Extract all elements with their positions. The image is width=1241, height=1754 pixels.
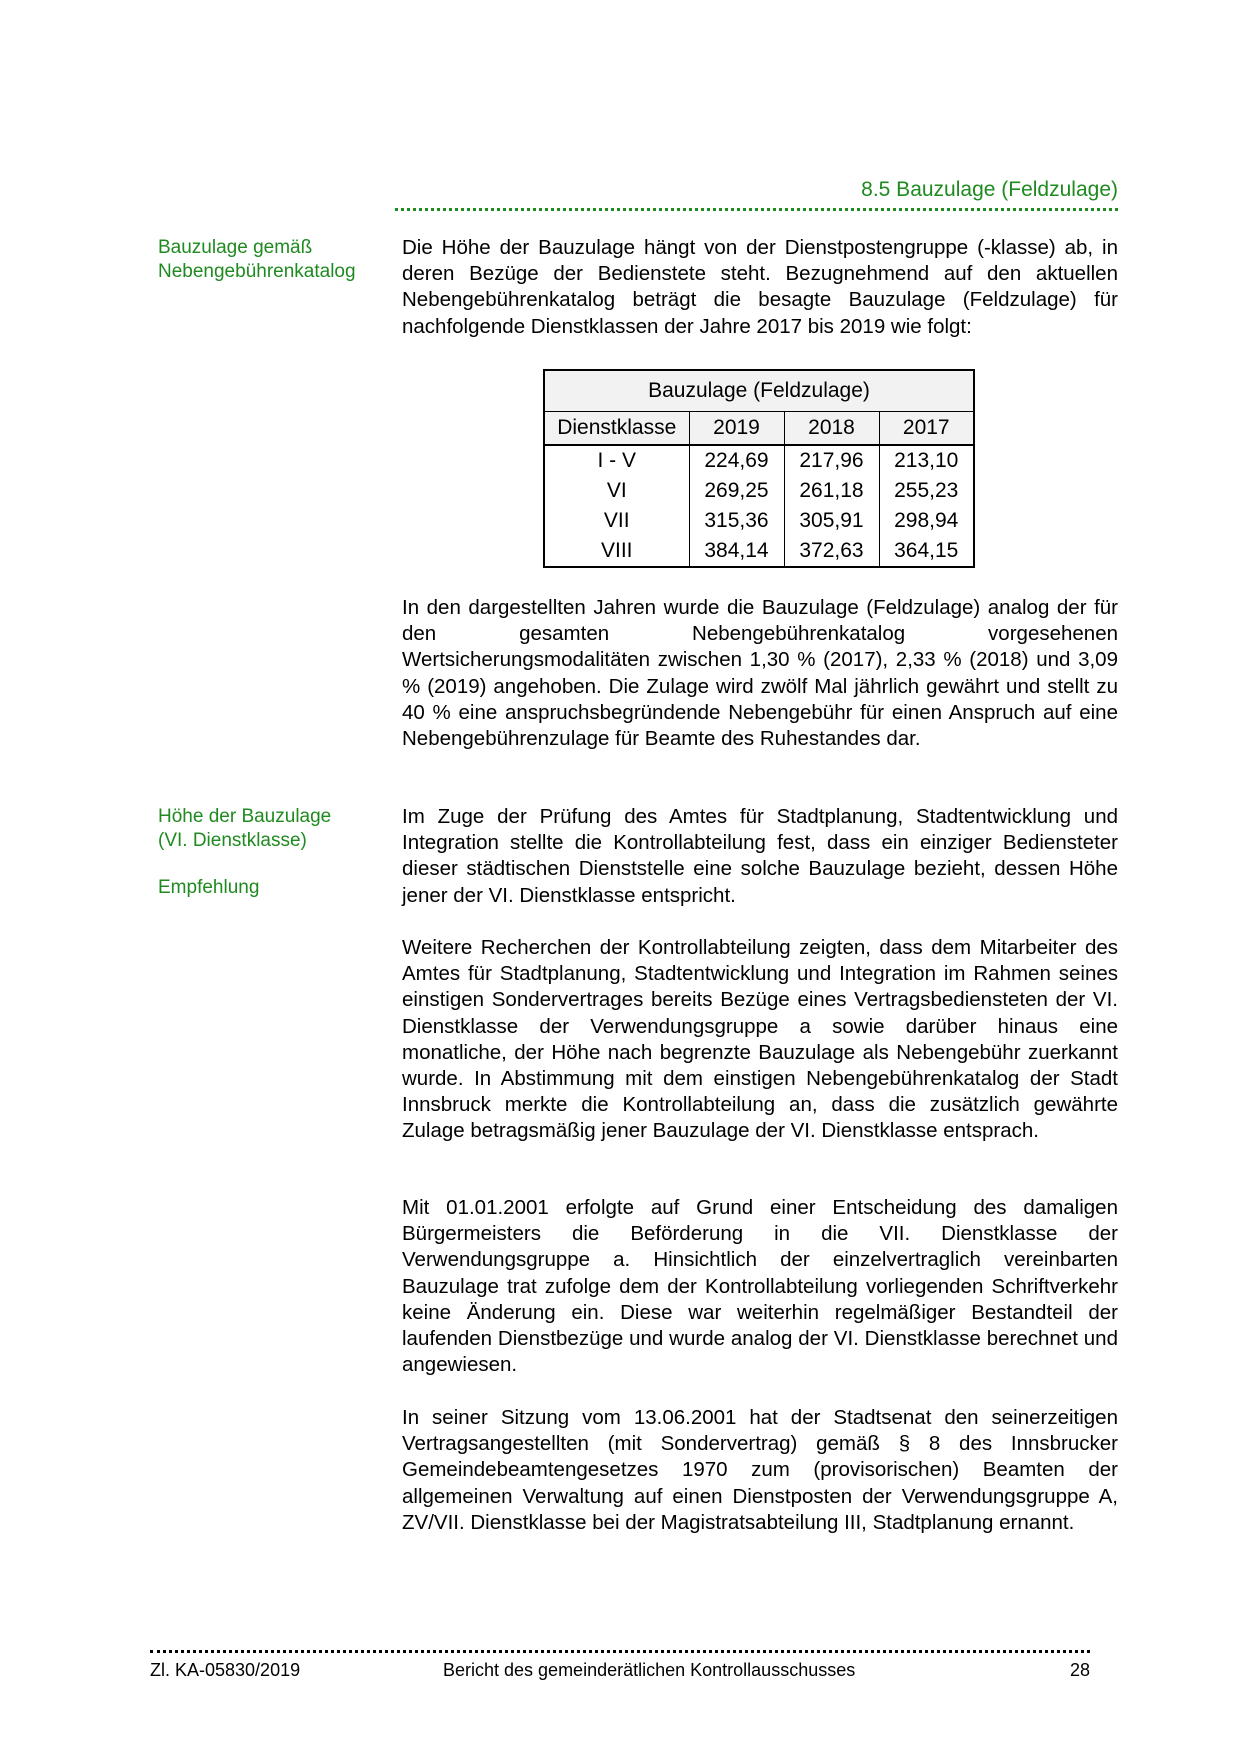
- table-cell: 269,25: [689, 476, 784, 506]
- title-divider: [395, 208, 1118, 211]
- table-cell: 213,10: [879, 445, 974, 476]
- table-cell: 305,91: [784, 506, 879, 536]
- section-title: 8.5 Bauzulage (Feldzulage): [861, 178, 1118, 201]
- table-cell: 315,36: [689, 506, 784, 536]
- table-caption: Bauzulage (Feldzulage): [544, 370, 974, 412]
- margin-note-empfehlung: [158, 876, 388, 900]
- footer-reference: Zl. KA-05830/2019: [150, 1660, 301, 1680]
- page-number: 28: [1069, 1660, 1090, 1680]
- table-row: [544, 476, 974, 506]
- paragraph-wertsicherung: In den dargestellten Jahren wurde die Bauzulage (Feldzulage) analog der für den gesamten Nebengebührenkatalog vorgesehenen Wertsicherungsmodalitäten zwischen 1,30 % (2017), 2,33 % (2018) und 3,09 % (2019) angehoben. Die Zulage wird zwölf Mal jährlich gewährt und stellt zu 40 % eine anspruchsbegründende Nebengebühr für einen Anspruch auf eine Nebengebührenzulage für Beamte des Ruhestandes dar.: [402, 596, 1118, 751]
- column-header: Dienstklasse: [544, 412, 689, 446]
- table-cell: I - V: [597, 449, 636, 472]
- table-cell: 298,94: [879, 506, 974, 536]
- paragraph-befoerderung: Mit 01.01.2001 erfolgte auf Grund einer Entscheidung des damaligen Bürgermeisters die Beförderung in die VII. Dienstklasse der Verwendungsgruppe a. Hinsichtlich der einzelvertraglich vereinbarten Bauzulage trat zufolge dem der Kontrollabteilung vorliegenden Schriftverkehr keine Änderung ein. Diese war weiterhin regelmäßiger Bestandteil der laufenden Dienstbezüge und wurde analog der VI. Dienstklasse berechnet und angewiesen.: [402, 1196, 1118, 1377]
- table-cell: 224,69: [689, 445, 784, 476]
- margin-note-line: Nebengebührenkatalog: [158, 261, 356, 282]
- table-row: [544, 445, 974, 476]
- table-cell: 364,15: [879, 536, 974, 567]
- table-cell: 261,18: [784, 476, 879, 506]
- margin-note-line: (VI. Dienstklasse): [158, 830, 307, 851]
- table-cell: VIII: [600, 539, 633, 562]
- table-cell: VII: [603, 509, 630, 532]
- bauzulage-table: [543, 369, 975, 568]
- paragraph-intro: Die Höhe der Bauzulage hängt von der Dienstpostengruppe (-klasse) ab, in deren Bezüge der Bedienstete steht. Bezugnehmend auf den aktuellen Nebengebührenkatalog beträgt die besagte Bauzulage (Feldzulage) für nachfolgende Dienstklassen der Jahre 2017 bis 2019 wie folgt:: [402, 236, 1118, 338]
- table-header-row: [544, 412, 974, 446]
- column-header: 2019: [689, 412, 784, 446]
- footer-divider: [150, 1650, 1090, 1653]
- table-row: [544, 506, 974, 536]
- paragraph-recherchen: Weitere Recherchen der Kontrollabteilung zeigten, dass dem Mitarbeiter des Amtes für Stadtplanung, Stadtentwicklung und Integration im Rahmen seines einstigen Sondervertrages bereits Bezüge eines Vertragsbediensteten der VI. Dienstklasse der Verwendungsgruppe a sowie darüber hinaus eine monatliche, der Höhe nach begrenzte Bauzulage als Nebengebühr zuerkannt wurde. In Abstimmung mit dem einstigen Nebengebührenkatalog der Stadt Innsbruck merkte die Kontrollabteilung an, dass die zusätzlich gewährte Zulage betragsmäßig jener Bauzulage der VI. Dienstklasse entsprach.: [402, 936, 1118, 1143]
- margin-note-line: Höhe der Bauzulage: [158, 806, 332, 827]
- paragraph-stadtsenat: In seiner Sitzung vom 13.06.2001 hat der Stadtsenat den seinerzeitigen Vertragsangestellten (mit Sondervertrag) gemäß § 8 des Innsbrucker Gemeindebeamtengesetzes 1970 zum (provisorischen) Beamten der allgemeinen Verwaltung auf einen Dienstposten der Verwendungsgruppe A, ZV/VII. Dienstklasse bei der Magistratsabteilung III, Stadtplanung ernannt.: [402, 1406, 1118, 1534]
- margin-note-line: Bauzulage gemäß: [158, 237, 313, 258]
- margin-note-hoehe-bauzulage: [158, 805, 388, 853]
- table-cell: 372,63: [784, 536, 879, 567]
- table-cell: 255,23: [879, 476, 974, 506]
- table-cell: 217,96: [784, 445, 879, 476]
- table-cell: VI: [606, 479, 627, 502]
- column-header: 2017: [879, 412, 974, 446]
- table-cell: 384,14: [689, 536, 784, 567]
- margin-note-bauzulage-gemaess: [158, 236, 388, 284]
- paragraph-pruefung: Im Zuge der Prüfung des Amtes für Stadtplanung, Stadtentwicklung und Integration stellte die Kontrollabteilung fest, dass ein einziger Bediensteter dieser städtischen Dienststelle eine solche Bauzulage bezieht, dessen Höhe jener der VI. Dienstklasse entspricht.: [402, 805, 1118, 907]
- table-row: [544, 536, 974, 567]
- column-header: 2018: [784, 412, 879, 446]
- table-caption-row: [544, 370, 974, 412]
- footer-title: Bericht des gemeinderätlichen Kontrollausschusses: [443, 1660, 856, 1680]
- margin-note-line: Empfehlung: [158, 877, 260, 898]
